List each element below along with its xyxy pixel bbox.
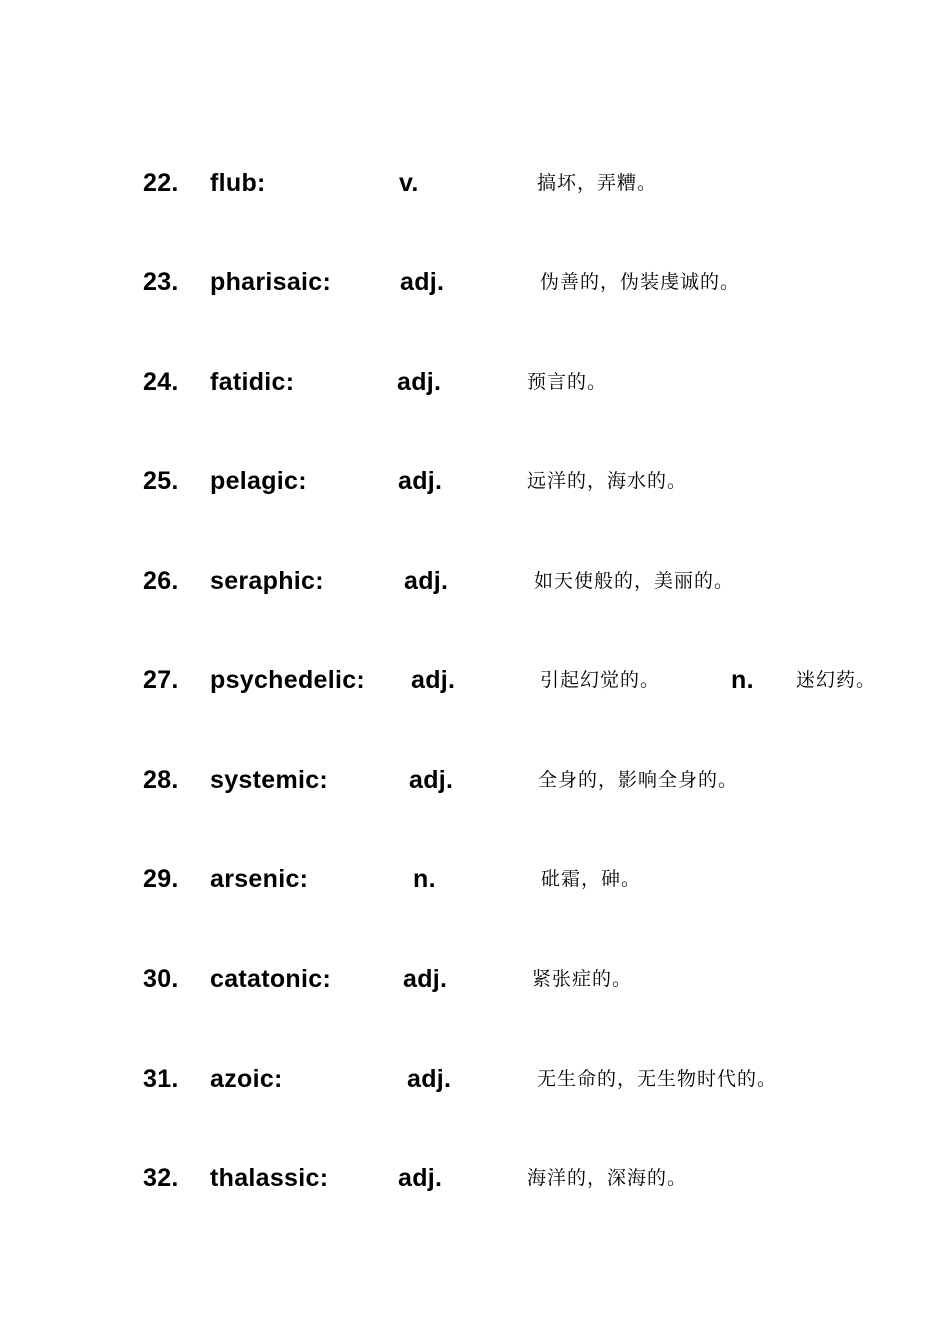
entry-definition: 紧张症的。	[532, 968, 633, 990]
entry-number: 28.	[143, 766, 179, 794]
entry-definition: 砒霜，砷。	[541, 868, 642, 890]
entry-word: systemic:	[210, 766, 329, 794]
entry-part-of-speech: adj.	[409, 766, 454, 794]
entry-definition: 引起幻觉的。	[540, 669, 661, 691]
entry-definition: 如天使般的，美丽的。	[534, 570, 735, 592]
vocab-entry-28	[0, 760, 950, 800]
entry-word: azoic:	[210, 1065, 283, 1093]
entry-number: 32.	[143, 1164, 179, 1192]
entry-word: fatidic:	[210, 368, 295, 396]
entry-definition: 预言的。	[527, 371, 608, 393]
entry-word: arsenic:	[210, 865, 309, 893]
entry-definition: 远洋的，海水的。	[527, 470, 688, 492]
entry-part-of-speech-secondary: n.	[731, 666, 754, 694]
entry-definition: 搞坏，弄糟。	[537, 172, 658, 194]
entry-part-of-speech: n.	[413, 865, 436, 893]
entry-number: 23.	[143, 268, 179, 296]
entry-word: flub:	[210, 169, 266, 197]
vocab-entry-22	[0, 163, 950, 203]
entry-word: psychedelic:	[210, 666, 366, 694]
entry-word: pharisaic:	[210, 268, 332, 296]
vocab-entry-23	[0, 262, 950, 302]
entry-part-of-speech: adj.	[400, 268, 445, 296]
entry-number: 27.	[143, 666, 179, 694]
entry-part-of-speech: adj.	[397, 368, 442, 396]
entry-definition: 无生命的，无生物时代的。	[537, 1068, 778, 1090]
entry-number: 31.	[143, 1065, 179, 1093]
vocab-entry-25	[0, 461, 950, 501]
entry-definition-secondary: 迷幻药。	[796, 669, 877, 691]
entry-definition: 全身的，影响全身的。	[538, 769, 739, 791]
entry-number: 22.	[143, 169, 179, 197]
entry-part-of-speech: v.	[399, 169, 419, 197]
entry-word: thalassic:	[210, 1164, 329, 1192]
entry-number: 29.	[143, 865, 179, 893]
vocab-entry-30	[0, 959, 950, 999]
entry-number: 30.	[143, 965, 179, 993]
entry-number: 24.	[143, 368, 179, 396]
entry-number: 26.	[143, 567, 179, 595]
entry-part-of-speech: adj.	[398, 467, 443, 495]
vocab-entry-29	[0, 859, 950, 899]
vocab-entry-26	[0, 561, 950, 601]
entry-definition: 海洋的，深海的。	[527, 1167, 688, 1189]
vocab-entry-31	[0, 1059, 950, 1099]
entry-part-of-speech: adj.	[407, 1065, 452, 1093]
entry-part-of-speech: adj.	[403, 965, 448, 993]
entry-part-of-speech: adj.	[411, 666, 456, 694]
vocab-entry-27	[0, 660, 950, 700]
entry-part-of-speech: adj.	[398, 1164, 443, 1192]
entry-word: pelagic:	[210, 467, 307, 495]
entry-word: seraphic:	[210, 567, 324, 595]
entry-part-of-speech: adj.	[404, 567, 449, 595]
vocab-entry-24	[0, 362, 950, 402]
entry-number: 25.	[143, 467, 179, 495]
entry-definition: 伪善的，伪装虔诚的。	[540, 271, 741, 293]
entry-word: catatonic:	[210, 965, 332, 993]
vocab-entry-32	[0, 1158, 950, 1198]
